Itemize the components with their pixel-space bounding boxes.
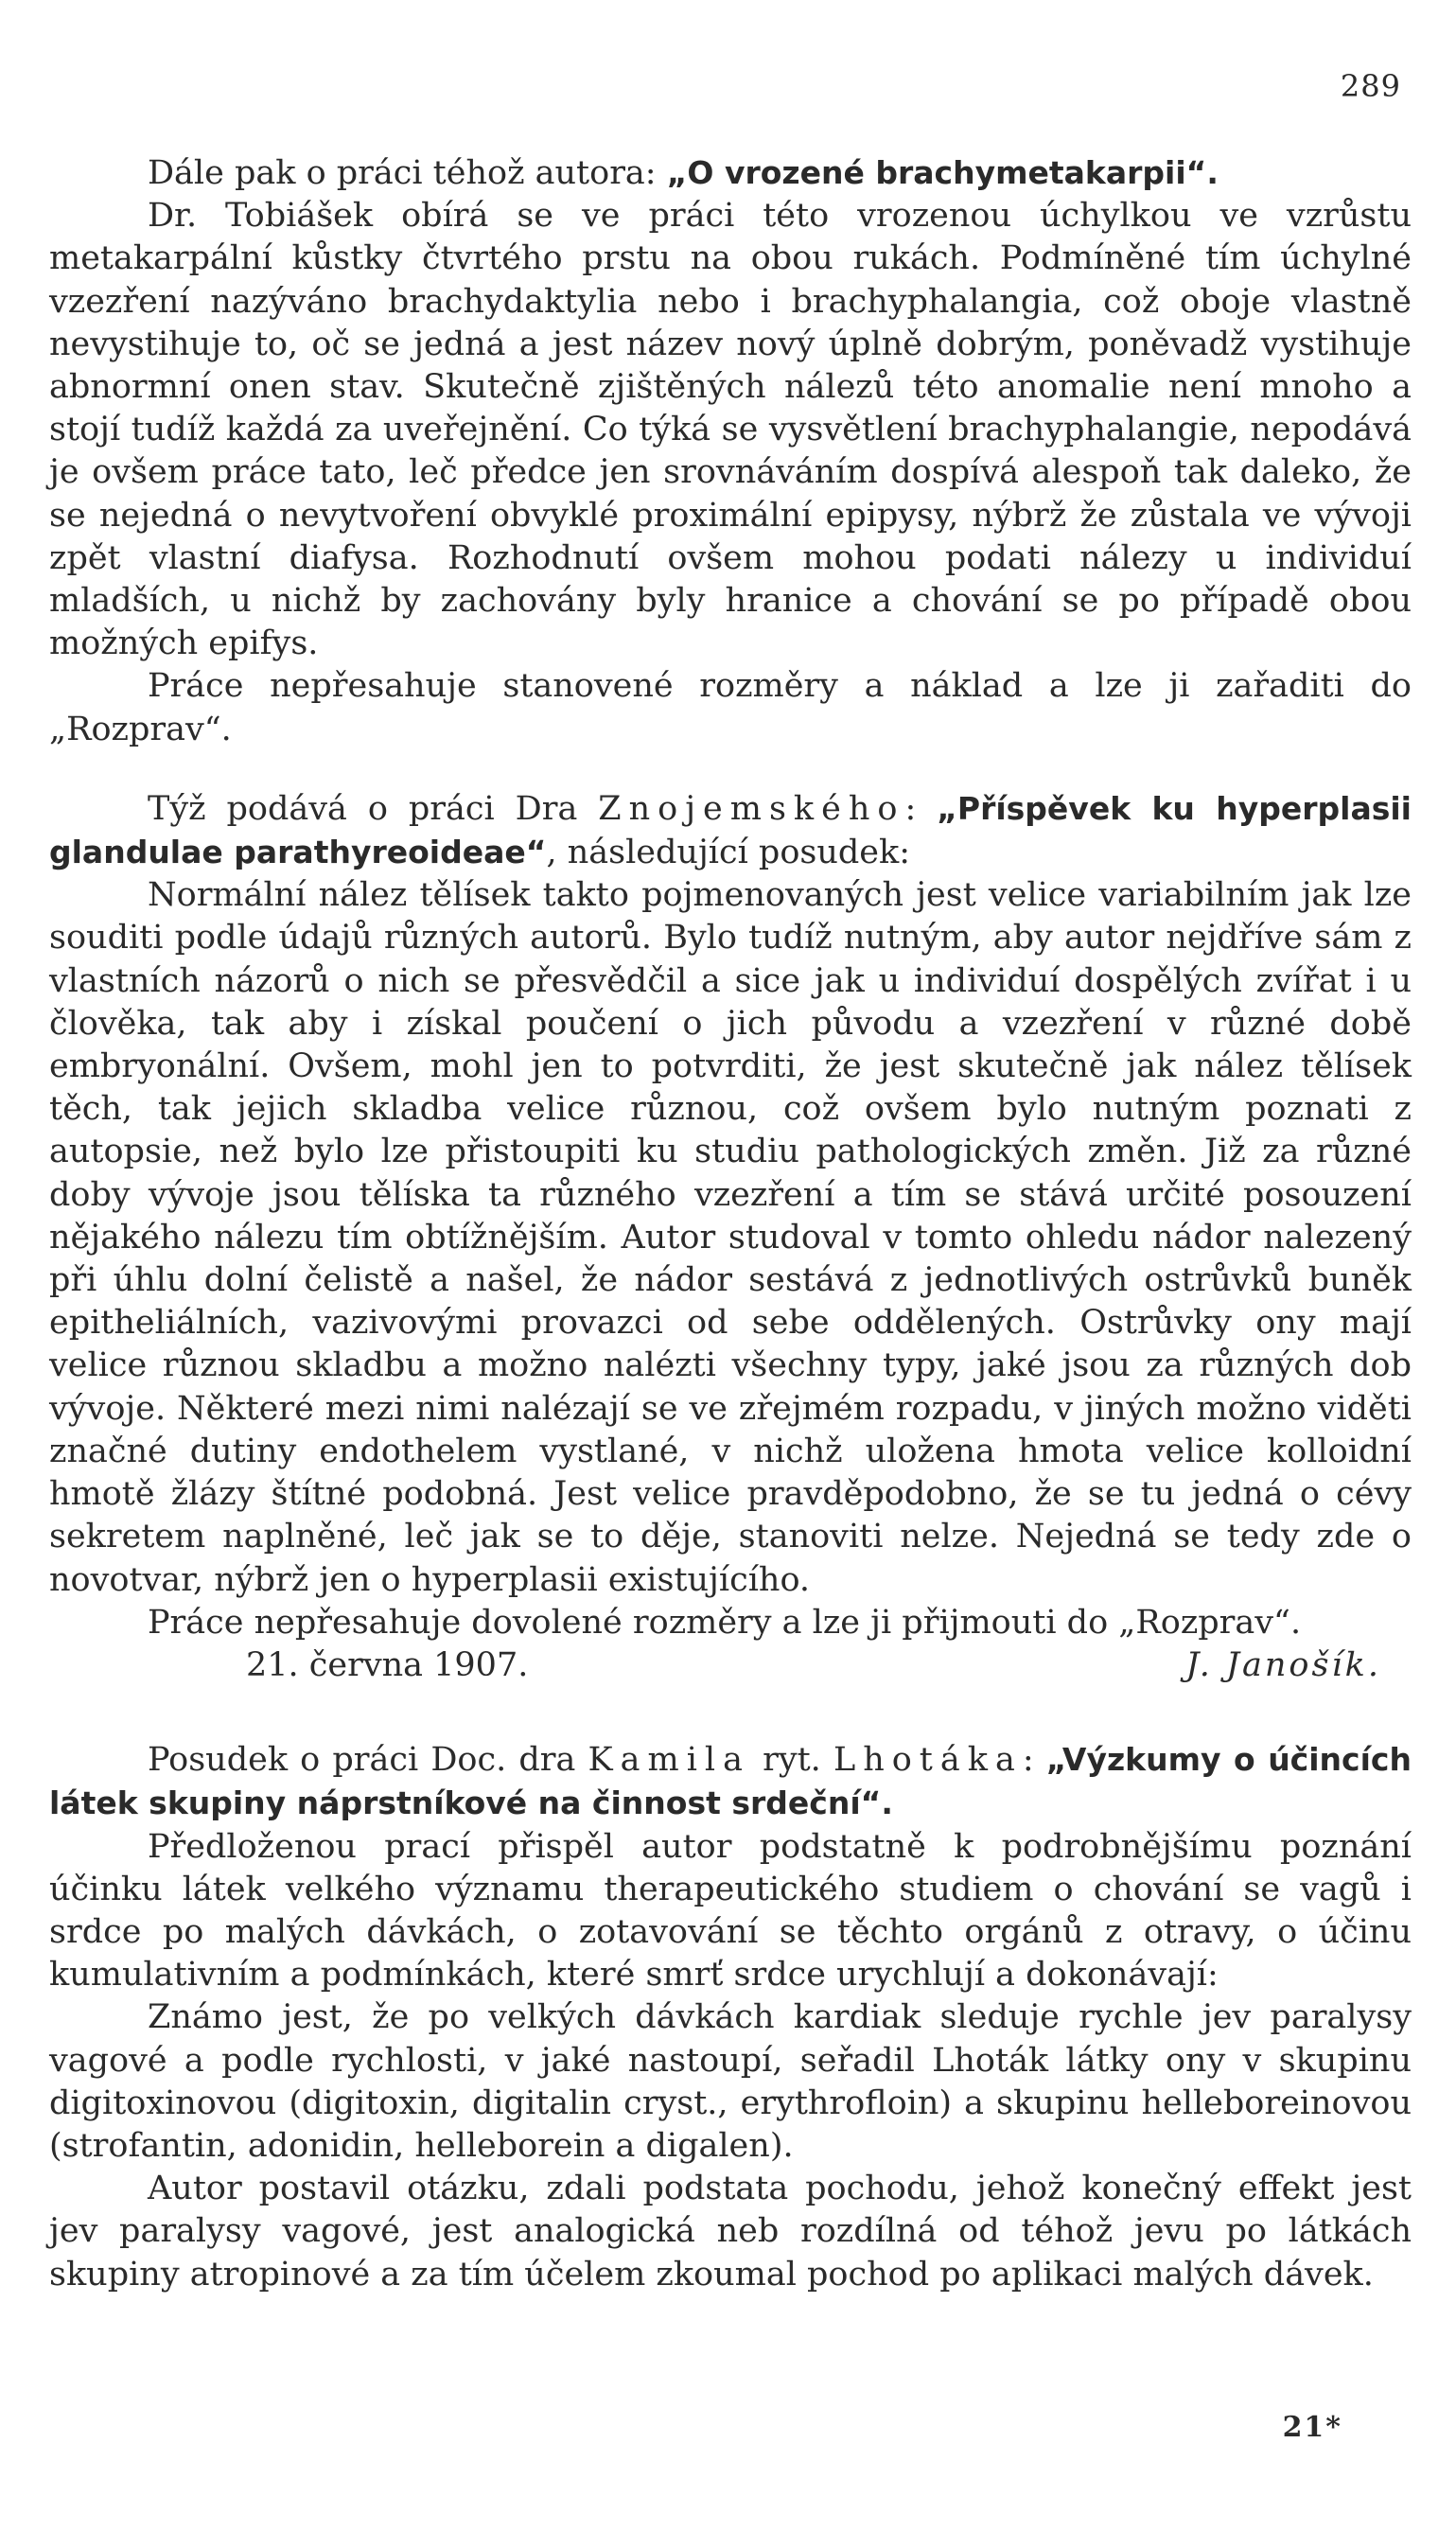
- signature-line: [49, 1644, 1412, 1687]
- signature-name: J. Janošík.: [1185, 1645, 1381, 1684]
- paragraph: Práce nepřesahuje dovolené rozměry a lze ji přijmouti do „Rozprav“.: [148, 1603, 1302, 1642]
- work-title-brachymetakarpie: „O vrozené brachymetakarpii“.: [666, 154, 1219, 191]
- paragraph: Předloženou prací přispěl autor podstatně k podrobnějšímu poznání účinku látek velkého významu therapeutického studiem o chování se vagů i srdce po malých dávkách, o zotavování se těchto orgánů z otravy, o účinu kumulativním a podmínkách, které smrť srdce urychlují a dokonávají:: [49, 1827, 1412, 1995]
- paragraph-intro: [49, 151, 1412, 195]
- paragraph: Dr. Tobiášek obírá se ve práci této vrozenou úchylkou ve vzrůstu metakarpální kůstky čtvrtého prstu na obou rukách. Podmíněné tím úchylné vzezření nazýváno brachydaktylia nebo i brachyphalangia, což oboje vlastně nevystihuje to, oč se jedná a jest název nový úplně dobrým, poněvadž vystihuje abnormní onen stav. Skutečně zjištěných nálezů této anomalie není mnoho a stojí tudíž každá za uveřejnění. Co týká se vysvětlení brachyphalangie, nepodává je ovšem práce tato, leč předce jen srovnáváním dospívá alespoň tak daleko, že se nejedná o nevytvoření obvyklé proximální epipysy, nýbrž že zůstala ve vývoji zpět vlastní diafysa. Rozhodnutí ovšem mohou podati nálezy u individuí mladších, u nichž by zachovány byly hranice a chování se po případě obou možných epifys.: [49, 197, 1412, 663]
- colon: :: [1022, 1741, 1046, 1780]
- paragraph-review-heading: [49, 787, 1412, 874]
- colon: :: [904, 789, 938, 828]
- paragraph: Normální nález tělísek takto pojmenovaných jest velice variabilním jak lze souditi podle údajů různých autorů. Bylo tudíž nutným, aby autor nejdříve sám z vlastních názorů o nich se přesvědčil a sice jak u individuí dospělých zvířat i u člověka, tak aby i získal poučení o jich původu a vzezření v různé době embryonální. Ovšem, mohl jen to potvrditi, že jest skutečně jak nález tělísek těch, tak jejich skladba velice různou, což ovšem bylo nutným poznati z autopsie, než bylo lze přistoupiti ku studiu pathologických změn. Již za různé doby vývoje jsou tělíska ta různého vzezření a tím se stává určité posouzení nějakého nálezu tím obtížnějším. Autor studoval v tomto ohledu nádor nalezený při úhlu dolní čelistě a našel, že nádor sestává z jednotlivých ostrůvků buněk epitheliálních, vazivovými provazci od sebe oddělených. Ostrůvky ony mají velice různou skladbu a možno nalézti všechny typy, jaké jsou za různých dob vývoje. Některé mezi nimi nalézají se ve zřejmém rozpadu, v jiných možno viděti značné dutiny endothelem vystlané, v nichž uložena hmota velice kolloidní hmotě žlázy štítné podobná. Jest velice pravděpodobno, že se tu jedná o cévy sekretem naplněné, leč jak se to děje, stanoviti nelze. Nejedná se tedy zde o novotvar, nýbrž jen o hyperplasii existujícího.: [49, 876, 1412, 1599]
- title-ryt: ryt.: [749, 1741, 833, 1780]
- author-surname: Lhotáka: [833, 1741, 1023, 1780]
- paragraph: Autor postavil otázku, zdali podstata pochodu, jehož konečný effekt jest jev paralysy vagové, jest analogická neb rozdílná od téhož jevu po látkách skupiny atropinové a za tím účelem zkoumal pochod po aplikaci malých dávek.: [49, 2170, 1412, 2294]
- paragraph-review-heading: [49, 1738, 1412, 1825]
- review-intro: Týž podává o práci Dra: [148, 789, 599, 828]
- body-text: [49, 151, 1412, 2296]
- work-title-hyperplasie: „Příspěvek ku hyperplasii glandulae parathyreoideae“: [49, 789, 1412, 871]
- paragraph: Práce nepřesahuje stanovené rozměry a náklad a lze ji zařaditi do „Rozprav“.: [49, 667, 1412, 748]
- signature-mark: 21*: [1282, 2411, 1342, 2444]
- intro-text: Dále pak o práci téhož autora:: [148, 154, 667, 192]
- review-intro: Posudek o práci Doc. dra: [148, 1741, 588, 1780]
- author-first-name: Kamila: [588, 1741, 750, 1780]
- signature-date: 21. června 1907.: [246, 1645, 529, 1684]
- page-number: 289: [1340, 68, 1401, 104]
- author-name: Znojemského: [598, 789, 905, 828]
- paragraph: Známo jest, že po velkých dávkách kardiak sleduje rychle jev paralysy vagové a podle rychlosti, v jaké nastoupí, seřadil Lhoták látky ony v skupinu digitoxinovou (digitoxin, digitalin cryst., erythrofloin) a skupinu helleboreinovou (strofantin, adonidin, helleborein a digalen).: [49, 1998, 1412, 2165]
- work-title-vyzkumy: „Výzkumy o účincích látek skupiny náprstníkové na činnost srdeční“.: [49, 1741, 1412, 1822]
- review-intro-end: , následující posudek:: [546, 834, 911, 872]
